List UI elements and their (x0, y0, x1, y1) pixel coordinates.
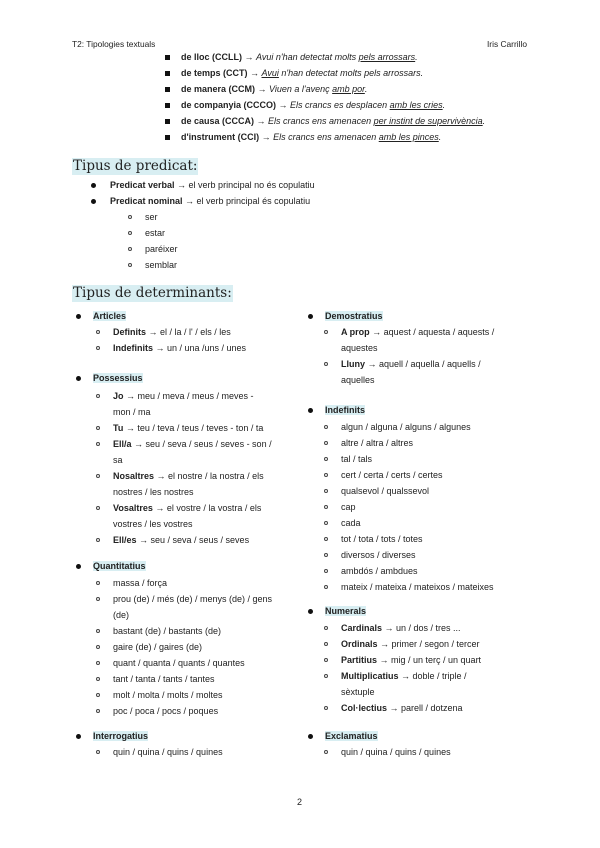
square-bullet-icon (165, 87, 170, 92)
complement-label: de companyia (CCCO) (181, 100, 277, 110)
text: bastant (de) / bastants (de) (113, 626, 222, 636)
circle-bullet-icon (324, 658, 328, 662)
category-title-text: Indefinits (325, 405, 365, 415)
text: Ell/a (113, 439, 132, 449)
text: cap (341, 502, 356, 512)
subitem-continuation: aquelles (341, 375, 375, 385)
bullet-icon (308, 609, 313, 614)
circle-bullet-icon (96, 597, 100, 601)
category-title-text: Numerals (325, 606, 367, 616)
subitem-continuation: vostres / les vostres (113, 519, 193, 529)
subitem (113, 705, 218, 717)
copulatiu-verb: ser (145, 212, 158, 222)
bullet-icon (91, 183, 96, 188)
text: massa / força (113, 578, 168, 588)
circle-bullet-icon (96, 581, 100, 585)
complement-label: de causa (CCCA) (181, 116, 255, 126)
predicat-label: Predicat nominal (110, 196, 183, 206)
example-text: Viuen a l'avenç (269, 84, 333, 94)
heading-determinants: Tipus de determinants: (73, 285, 232, 301)
category-title-text: Quantitatius (93, 561, 146, 571)
page-number: 2 (297, 797, 303, 807)
subitem (341, 485, 429, 497)
subitem (341, 453, 372, 465)
category-title (93, 310, 126, 322)
subitem (341, 469, 443, 481)
complement-item (181, 99, 445, 111)
text: Definits (113, 327, 147, 337)
text: cada (341, 518, 361, 528)
bullet-icon (76, 314, 81, 319)
example-text: . (442, 100, 446, 110)
complement-label: de lloc (CCLL) (181, 52, 242, 62)
arrow: → (242, 52, 257, 62)
subitem (113, 577, 167, 589)
text: → seu / seva / seus / seves (136, 535, 250, 545)
circle-bullet-icon (324, 674, 328, 678)
text: quant / quanta / quants / quantes (113, 658, 245, 668)
copulatiu-verb: paréixer (145, 244, 178, 254)
subitem (341, 581, 494, 593)
predicat-label: Predicat verbal (110, 180, 175, 190)
category-title (325, 310, 383, 322)
subitem (113, 657, 245, 669)
category-title-text: Exclamatius (325, 731, 378, 741)
circle-bullet-icon (324, 441, 328, 445)
text: Vosaltres (113, 503, 153, 513)
subitem (341, 670, 467, 682)
circle-bullet-icon (96, 426, 100, 430)
text: A prop (341, 327, 370, 337)
circle-bullet-icon (324, 521, 328, 525)
complement-item (181, 115, 485, 127)
example-underlined: pels arrossars (358, 52, 416, 62)
circle-bullet-icon (96, 506, 100, 510)
text: → seu / seva / seus / seves - son / (131, 439, 272, 449)
category-title (325, 730, 378, 742)
text: → teu / teva / teus / teves - ton / ta (123, 423, 264, 433)
example-text: Els crancs ens amenacen (273, 132, 379, 142)
category-title (325, 404, 365, 416)
circle-bullet-icon (96, 677, 100, 681)
circle-bullet-icon (324, 489, 328, 493)
text: → el nostre / la nostra / els (154, 471, 264, 481)
text: → doble / triple / (398, 671, 467, 681)
circle-bullet-icon (96, 645, 100, 649)
example-text: Els crancs es desplacen (290, 100, 390, 110)
bullet-icon (76, 376, 81, 381)
subitem (341, 358, 481, 370)
text: prou (de) / més (de) / menys (de) / gens (113, 594, 273, 604)
subitem (113, 673, 215, 685)
arrow: → (259, 132, 274, 142)
square-bullet-icon (165, 55, 170, 60)
example-text: n'han detectat molts pels arrossars. (278, 68, 424, 78)
text: qualsevol / qualssevol (341, 486, 430, 496)
text: quin / quina / quins / quines (341, 747, 451, 757)
category-title (93, 560, 146, 572)
subitem (113, 438, 272, 450)
subitem-continuation: nostres / les nostres (113, 487, 194, 497)
circle-bullet-icon (324, 537, 328, 541)
category-title-text: Demostratius (325, 311, 383, 321)
text: Ordinals (341, 639, 378, 649)
text: Cardinals (341, 623, 383, 633)
text: Jo (113, 391, 124, 401)
text: Nosaltres (113, 471, 155, 481)
subitem (341, 702, 463, 714)
category-title (93, 730, 148, 742)
text: Lluny (341, 359, 365, 369)
circle-bullet-icon (324, 457, 328, 461)
complement-item (181, 131, 441, 143)
subitem (341, 517, 361, 529)
circle-bullet-icon (96, 330, 100, 334)
subitem (113, 641, 202, 653)
subitem-continuation: (de) (113, 610, 130, 620)
subitem (341, 565, 418, 577)
circle-bullet-icon (96, 474, 100, 478)
circle-bullet-icon (96, 394, 100, 398)
example-text: . (415, 52, 418, 62)
subitem (113, 625, 221, 637)
predicat-desc: → el verb principal és copulatiu (182, 196, 311, 206)
text: mateix / mateixa / mateixos / mateixes (341, 582, 494, 592)
header-right: Iris Carrillo (486, 39, 527, 49)
category-title-text: Interrogatius (93, 731, 149, 741)
example-underlined: amb les cries (389, 100, 443, 110)
circle-bullet-icon (96, 750, 100, 754)
subitem (113, 326, 231, 338)
complement-item (181, 67, 423, 79)
text: Col·lectius (341, 703, 388, 713)
subitem (113, 593, 272, 605)
subitem (113, 422, 263, 434)
subitem-continuation: sèxtuple (341, 687, 375, 697)
text: → el vostre / la vostra / els (152, 503, 262, 513)
text: → un / dos / tres ... (382, 623, 461, 633)
text: molt / molta / molts / moltes (113, 690, 223, 700)
predicat-desc: → el verb principal no és copulatiu (174, 180, 315, 190)
subitem (341, 622, 461, 634)
circle-bullet-icon (324, 505, 328, 509)
bullet-icon (76, 564, 81, 569)
circle-bullet-icon (128, 231, 132, 235)
circle-bullet-icon (324, 425, 328, 429)
example-text: . (438, 132, 442, 142)
circle-bullet-icon (324, 642, 328, 646)
text: Ell/es (113, 535, 137, 545)
arrow: → (247, 68, 262, 78)
subitem (113, 534, 249, 546)
circle-bullet-icon (96, 629, 100, 633)
subitem (341, 533, 423, 545)
subitem (113, 746, 223, 758)
circle-bullet-icon (128, 263, 132, 267)
complement-label: de temps (CCT) (181, 68, 248, 78)
complement-label: de manera (CCM) (181, 84, 256, 94)
subitem (341, 638, 480, 650)
text: → mig / un terç / un quart (377, 655, 482, 665)
predicat-item (110, 179, 315, 191)
text: Multiplicatius (341, 671, 399, 681)
subitem (113, 502, 261, 514)
circle-bullet-icon (96, 661, 100, 665)
category-title (93, 372, 143, 384)
arrow: → (276, 100, 291, 110)
circle-bullet-icon (128, 247, 132, 251)
example-underlined: amb les pinces (378, 132, 439, 142)
bullet-icon (91, 199, 96, 204)
circle-bullet-icon (324, 330, 328, 334)
text: Indefinits (113, 343, 153, 353)
subitem (341, 501, 356, 513)
text: → aquest / aquesta / aquests / (369, 327, 495, 337)
text: altre / altra / altres (341, 438, 414, 448)
example-text: . (364, 84, 368, 94)
category-title (325, 605, 366, 617)
text: cert / certa / certs / certes (341, 470, 443, 480)
subitem-continuation: sa (113, 455, 123, 465)
subitem (341, 549, 416, 561)
circle-bullet-icon (96, 442, 100, 446)
bullet-icon (308, 734, 313, 739)
header-left: T2: Tipologies textuals (72, 39, 156, 49)
circle-bullet-icon (324, 706, 328, 710)
category-title-text: Possessius (93, 373, 143, 383)
text: quin / quina / quins / quines (113, 747, 223, 757)
circle-bullet-icon (324, 362, 328, 366)
text: ambdós / ambdues (341, 566, 418, 576)
circle-bullet-icon (324, 553, 328, 557)
subitem (341, 421, 471, 433)
subitem (341, 654, 481, 666)
subitem (341, 746, 451, 758)
subitem (113, 342, 246, 354)
example-text: . (482, 116, 486, 126)
circle-bullet-icon (96, 346, 100, 350)
text: → aquell / aquella / aquells / (365, 359, 481, 369)
complement-item (181, 51, 418, 63)
circle-bullet-icon (324, 473, 328, 477)
text: Partitius (341, 655, 378, 665)
category-title-text: Articles (93, 311, 127, 321)
circle-bullet-icon (324, 569, 328, 573)
text: diversos / diverses (341, 550, 416, 560)
example-text: Avui n'han detectat molts (256, 52, 359, 62)
subitem (113, 390, 254, 402)
bullet-icon (308, 314, 313, 319)
text: → parell / dotzena (387, 703, 463, 713)
text: poc / poca / pocs / poques (113, 706, 219, 716)
subitem (341, 437, 413, 449)
text: algun / alguna / alguns / algunes (341, 422, 471, 432)
example-underlined: amb por (332, 84, 365, 94)
circle-bullet-icon (96, 693, 100, 697)
complement-label: d'instrument (CCI) (181, 132, 260, 142)
circle-bullet-icon (96, 709, 100, 713)
copulatiu-verb: semblar (145, 260, 178, 270)
text: Tu (113, 423, 124, 433)
square-bullet-icon (165, 135, 170, 140)
square-bullet-icon (165, 103, 170, 108)
text: tal / tals (341, 454, 373, 464)
text: → primer / segon / tercer (377, 639, 480, 649)
arrow: → (255, 84, 270, 94)
heading-predicat: Tipus de predicat: (73, 158, 198, 174)
subitem-continuation: mon / ma (113, 407, 151, 417)
text: gaire (de) / gaires (de) (113, 642, 203, 652)
predicat-item (110, 195, 310, 207)
bullet-icon (76, 734, 81, 739)
text: tant / tanta / tants / tantes (113, 674, 215, 684)
complement-item (181, 83, 367, 95)
example-underlined: Avui (261, 68, 279, 78)
square-bullet-icon (165, 71, 170, 76)
copulatiu-verb: estar (145, 228, 166, 238)
circle-bullet-icon (324, 750, 328, 754)
text: → meu / meva / meus / meves - (123, 391, 254, 401)
square-bullet-icon (165, 119, 170, 124)
example-text: Els crancs ens amenacen (268, 116, 374, 126)
circle-bullet-icon (128, 215, 132, 219)
text: → un / una /uns / unes (153, 343, 247, 353)
text: tot / tota / tots / totes (341, 534, 423, 544)
subitem (113, 470, 264, 482)
bullet-icon (308, 408, 313, 413)
subitem-continuation: aquestes (341, 343, 378, 353)
circle-bullet-icon (324, 626, 328, 630)
circle-bullet-icon (96, 538, 100, 542)
subitem (113, 689, 223, 701)
example-underlined: per instint de supervivència (373, 116, 483, 126)
circle-bullet-icon (324, 585, 328, 589)
text: → el / la / l' / els / les (146, 327, 231, 337)
arrow: → (254, 116, 269, 126)
subitem (341, 326, 494, 338)
